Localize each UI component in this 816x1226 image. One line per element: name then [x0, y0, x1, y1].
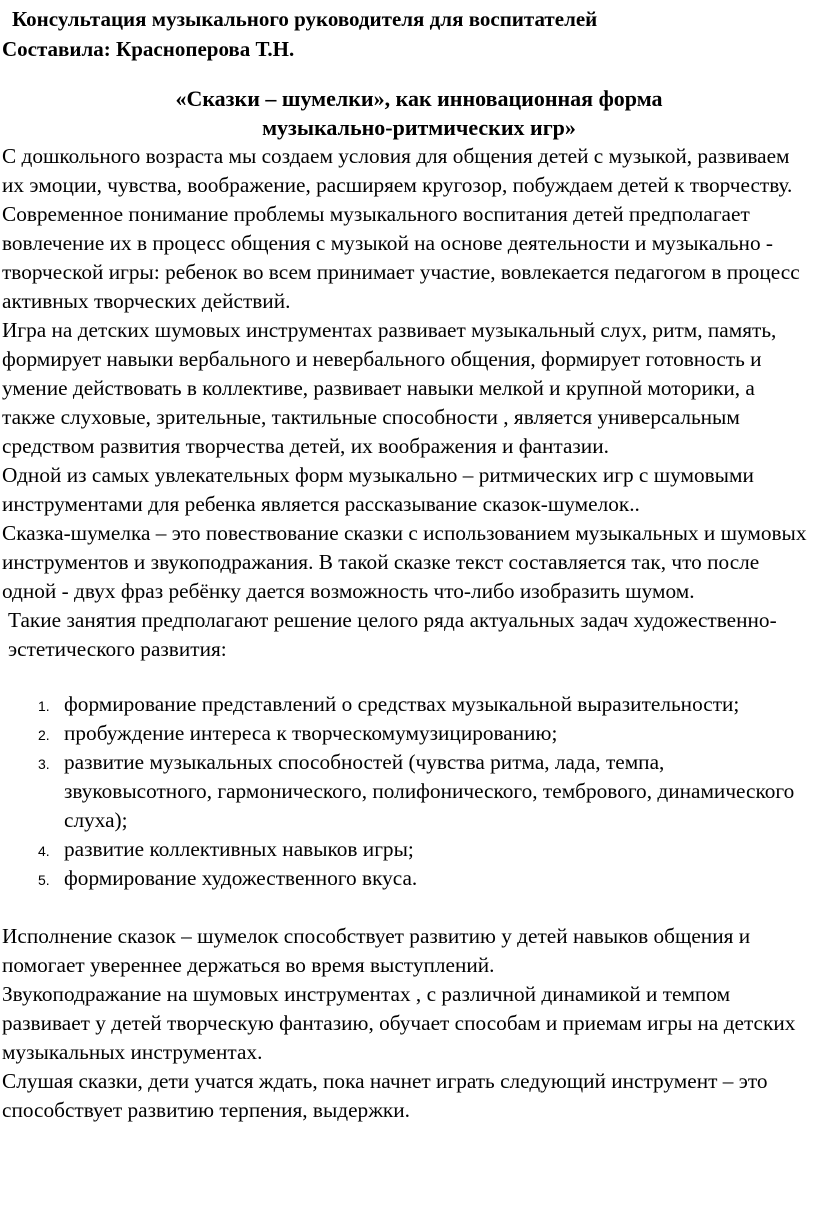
- paragraph: Одной из самых увлекательных форм музыкально – ритмических игр с шумовыми инструментами для ребенка является рассказывание сказок-шумелок..: [2, 463, 754, 516]
- title-line-1: «Сказки – шумелки», как инновационная форма: [175, 86, 663, 111]
- list-item-number: 1.: [38, 698, 50, 714]
- list-item: [2, 748, 808, 835]
- list-item-text: формирование художественного вкуса.: [64, 866, 418, 890]
- list-item-number: 2.: [38, 727, 50, 743]
- list-item: [2, 690, 808, 719]
- list-item-number: 5.: [38, 872, 50, 888]
- body-text: [0, 142, 808, 1125]
- list-item-text: развитие музыкальных способностей (чувства ритма, лада, темпа, звуковысотного, гармонического, полифонического, тембрового, динамического слуха);: [64, 750, 795, 832]
- list-item-number: 3.: [38, 756, 50, 772]
- paragraph: Звукоподражание на шумовых инструментах , с различной динамикой и темпом развивает у детей творческую фантазию, обучает способам и приемам игры на детских музыкальных инструментах.: [2, 982, 796, 1064]
- paragraph: Современное понимание проблемы музыкального воспитания детей предполагает вовлечение их в процесс общения с музыкой на основе деятельности и музыкально - творческой игры: ребенок во всем принимает участие, вовлекается педагогом в процесс активных творческих действий.: [2, 202, 800, 313]
- list-item: [2, 835, 808, 864]
- list-item: [2, 864, 808, 893]
- paragraph: Такие занятия предполагают решение целого ряда актуальных задач художественно-эстетического развития:: [8, 608, 777, 661]
- tasks-list: [2, 690, 808, 893]
- list-item-number: 4.: [38, 843, 50, 859]
- paragraph: С дошкольного возраста мы создаем условия для общения детей с музыкой, развиваем их эмоции, чувства, воображение, расширяем кругозор, побуждаем детей к творчеству.: [2, 144, 793, 197]
- closing-section: [2, 922, 808, 1125]
- author-line: Составила: Красноперова Т.Н.: [2, 37, 295, 61]
- paragraph: Слушая сказки, дети учатся ждать, пока начнет играть следующий инструмент – это способствует развитию терпения, выдержки.: [2, 1069, 768, 1122]
- list-item-text: пробуждение интереса к творческомумузицированию;: [64, 721, 558, 745]
- paragraph: Исполнение сказок – шумелок способствует развитию у детей навыков общения и помогает увереннее держаться во время выступлений.: [2, 924, 751, 977]
- list-item: [2, 719, 808, 748]
- document-title: [0, 84, 808, 142]
- consultation-heading: Консультация музыкального руководителя для воспитателей: [12, 7, 598, 31]
- paragraph: Сказка-шумелка – это повествование сказки с использованием музыкальных и шумовых инструментов и звукоподражания. В такой сказке текст составляется так, что после одной - двух фраз ребёнку дается возможность что-либо изобразить шумом.: [2, 521, 807, 603]
- title-line-2: музыкально-ритмических игр»: [262, 115, 576, 140]
- list-item-text: развитие коллективных навыков игры;: [64, 837, 414, 861]
- list-item-text: формирование представлений о средствах музыкальной выразительности;: [64, 692, 740, 716]
- paragraph: Игра на детских шумовых инструментах развивает музыкальный слух, ритм, память, формирует навыки вербального и невербального общения, формирует готовность и умение действовать в коллективе, развивает навыки мелкой и крупной моторики, а также слуховые, зрительные, тактильные способности , является универсальным средством развития творчества детей, их воображения и фантазии.: [2, 318, 777, 458]
